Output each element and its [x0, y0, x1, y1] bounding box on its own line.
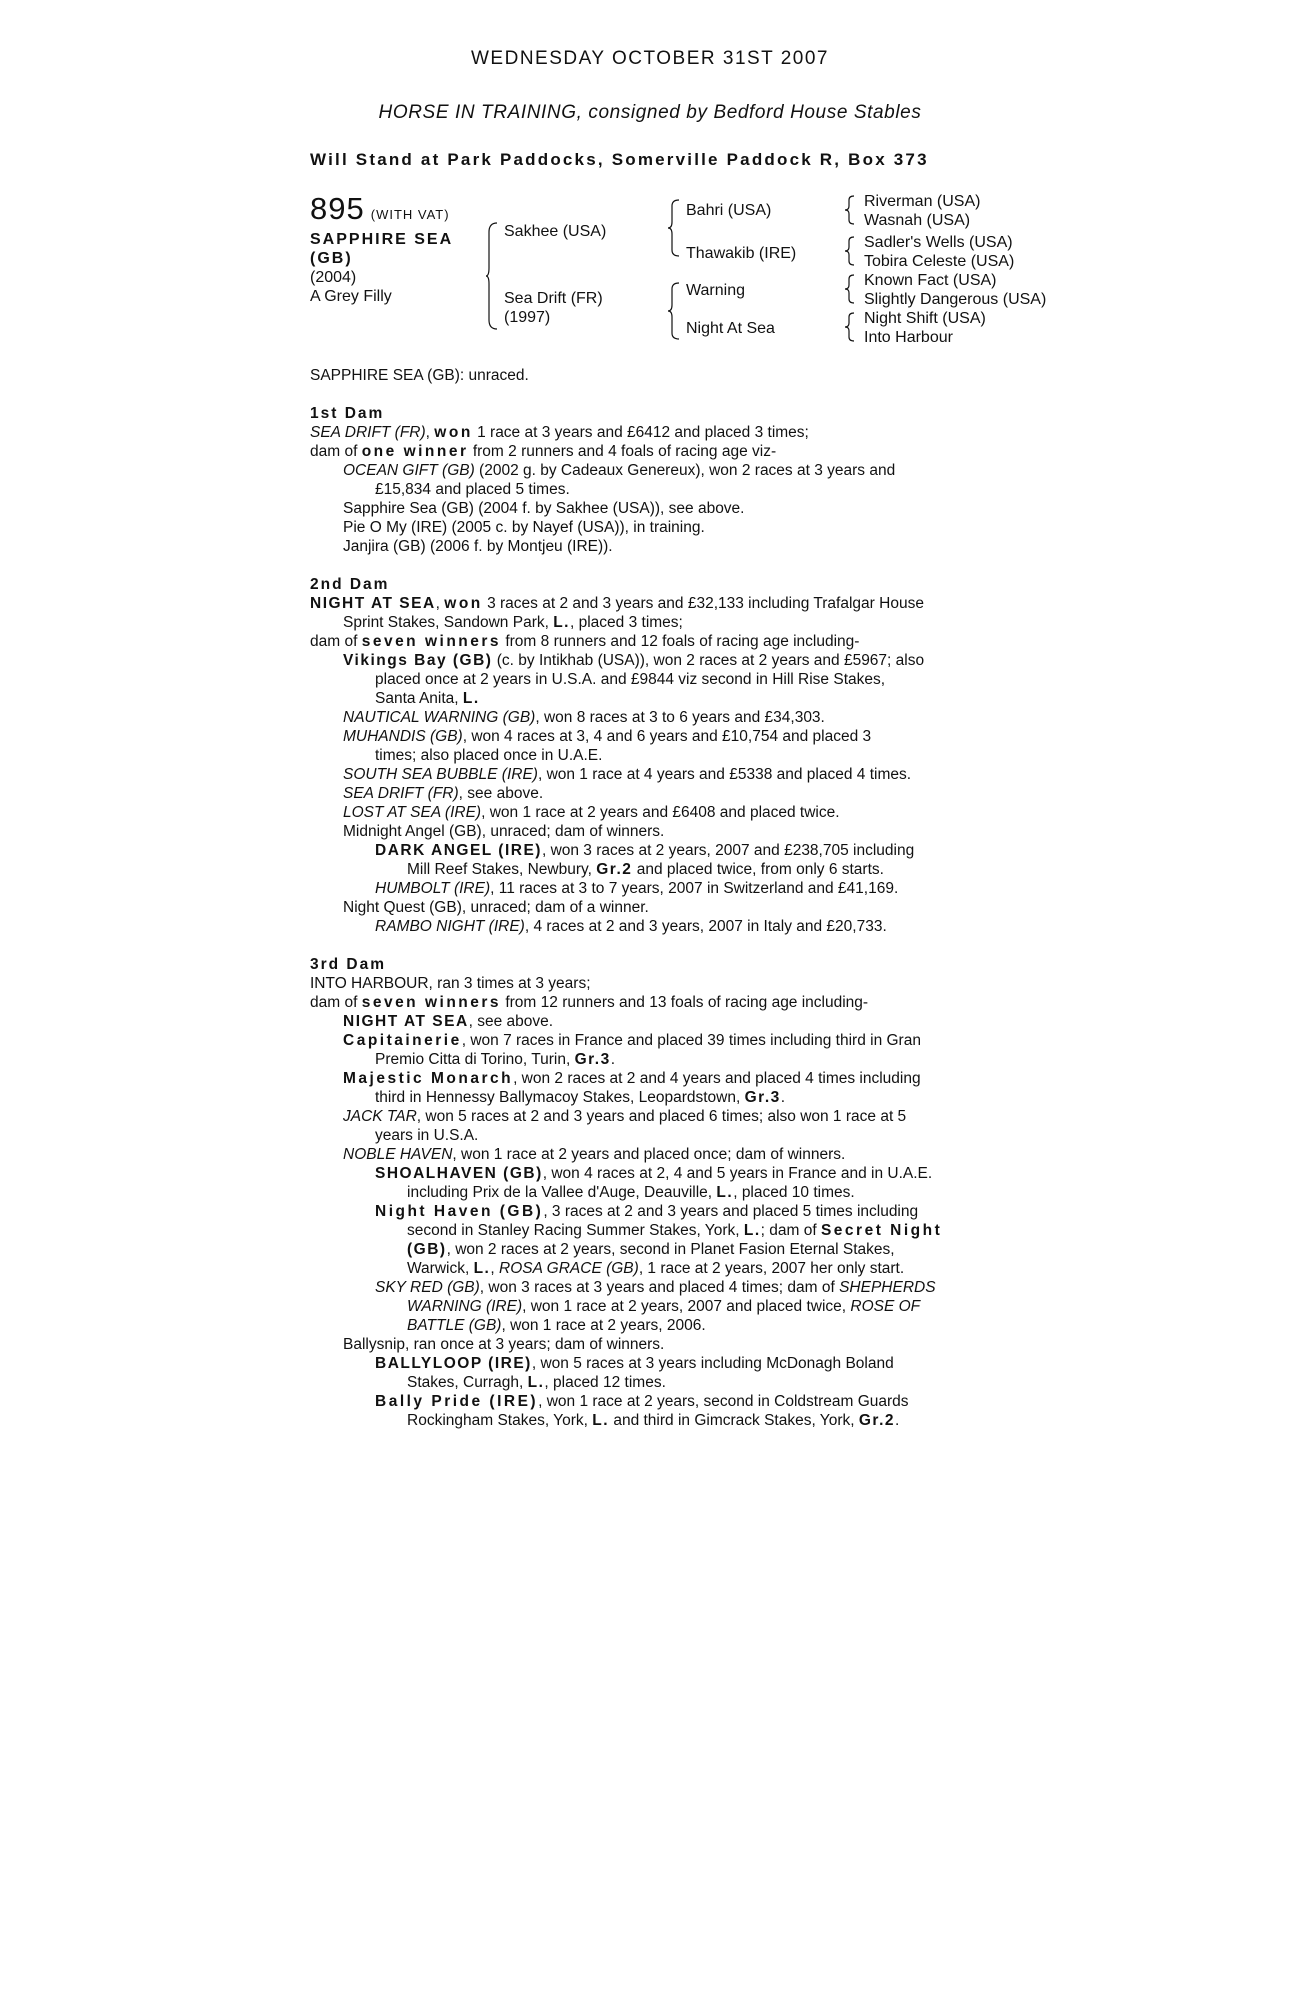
pedigree-g3-7: Night Shift (USA) — [864, 310, 986, 327]
text: Warwick, — [407, 1260, 474, 1277]
text: , won 1 race at 2 years, 2007 and placed twice, — [522, 1298, 851, 1315]
text: , see above. — [458, 785, 544, 802]
text: and placed twice, from only 6 starts. — [632, 861, 884, 878]
second-dam-produce-summary — [310, 632, 1010, 651]
text: second in Stanley Racing Summer Stakes, York, — [407, 1222, 744, 1239]
pedigree-brace-g4 — [845, 312, 855, 342]
grand-produce-line-cont — [310, 1183, 1010, 1202]
produce-name: RAMBO NIGHT (IRE) — [375, 918, 525, 935]
winners-count: seven winners — [361, 994, 502, 1011]
produce-origin: (GB) — [407, 1241, 447, 1258]
text: , won 8 races at 3 to 6 years and £34,303. — [535, 709, 825, 726]
grand-produce-line-cont — [310, 860, 1010, 879]
grand-produce-line — [310, 1202, 1010, 1221]
text: , won 2 races at 2 and 4 years and placed 4 times including — [513, 1070, 921, 1087]
text: Premio Citta di Torino, Turin, — [375, 1051, 575, 1068]
produce-line — [310, 784, 1010, 803]
produce-line — [310, 803, 1010, 822]
produce-line-cont — [310, 1050, 1010, 1069]
produce-line-cont: placed once at 2 years in U.S.A. and £9844 viz second in Hill Rise Stakes, — [375, 671, 886, 688]
pedigree-sire-sire: Bahri (USA) — [686, 202, 772, 219]
grand-produce-line-cont — [310, 1259, 1010, 1278]
text: dam of — [310, 633, 362, 650]
grand-produce-line — [310, 879, 1010, 898]
produce-name: Secret Night — [820, 1222, 943, 1239]
pedigree-g3-5: Known Fact (USA) — [864, 272, 997, 289]
text: , won 3 races at 2 years, 2007 and £238,705 including — [541, 842, 915, 859]
produce-name: NOBLE HAVEN — [343, 1146, 453, 1163]
won-label: won — [444, 595, 483, 612]
produce-name: Night Haven (GB) — [375, 1203, 544, 1220]
produce-name: Bally Pride (IRE) — [375, 1393, 539, 1410]
produce-name: NIGHT AT SEA — [343, 1013, 469, 1030]
text: Sprint Stakes, Sandown Park, — [343, 614, 554, 631]
produce-name: Capitainerie — [343, 1032, 462, 1049]
text: Santa Anita, — [375, 690, 463, 707]
pedigree-brace-main — [486, 222, 498, 330]
first-dam-record — [310, 423, 1010, 442]
pedigree-g3-8: Into Harbour — [864, 329, 953, 346]
text: , 3 races at 2 and 3 years and placed 5 times including — [543, 1203, 919, 1220]
text: , won 1 race at 2 years, 2006. — [501, 1317, 706, 1334]
race-grade: L. — [716, 1184, 734, 1201]
grand-produce-line-cont — [310, 1221, 1010, 1240]
produce-line: Janjira (GB) (2006 f. by Montjeu (IRE)). — [343, 538, 613, 555]
text: , placed 10 times. — [733, 1184, 855, 1201]
grand-produce-line — [310, 841, 1010, 860]
horse-name: SAPPHIRE SEA — [310, 231, 454, 248]
third-dam-produce-summary — [310, 993, 1010, 1012]
produce-line — [310, 765, 1010, 784]
dam-name: NIGHT AT SEA — [310, 595, 436, 612]
text: , won 1 race at 4 years and £5338 and placed 4 times. — [537, 766, 912, 783]
text: 1 race at 3 years and £6412 and placed 3 times; — [472, 424, 809, 441]
winners-count: one winner — [361, 443, 469, 460]
pedigree-brace-g2 — [845, 236, 855, 266]
grand-produce-line-cont — [310, 1373, 1010, 1392]
produce-name: DARK ANGEL (IRE) — [375, 842, 542, 859]
text: dam of — [310, 994, 362, 1011]
text: from 8 runners and 12 foals of racing age including- — [501, 633, 860, 650]
produce-line — [310, 1069, 1010, 1088]
grand-produce-line-cont — [310, 1240, 1010, 1259]
race-grade: Gr.3 — [574, 1051, 611, 1068]
lot-number-line — [310, 192, 470, 226]
text: including Prix de la Vallee d'Auge, Deauville, — [407, 1184, 717, 1201]
produce-name: LOST AT SEA (IRE) — [343, 804, 482, 821]
produce-name: OCEAN GIFT (GB) — [343, 462, 475, 479]
lot-block — [310, 192, 470, 306]
produce-line-cont — [310, 689, 1010, 708]
grand-produce-line-cont — [310, 1411, 1010, 1430]
dam-name: SEA DRIFT (FR) — [310, 424, 426, 441]
produce-line: Ballysnip, ran once at 3 years; dam of winners. — [343, 1336, 665, 1353]
produce-name: SEA DRIFT (FR) — [343, 785, 459, 802]
text: , 4 races at 2 and 3 years, 2007 in Italy and £20,733. — [524, 918, 887, 935]
race-grade: L. — [553, 614, 570, 631]
vat-note: (WITH VAT) — [370, 207, 450, 222]
lot-number: 895 — [310, 191, 365, 226]
horse-name-origin: (GB) — [310, 250, 353, 267]
race-grade: Gr.2 — [858, 1412, 896, 1429]
text: (2002 g. by Cadeaux Genereux), won 2 races at 3 years and — [474, 462, 896, 479]
pedigree-dam-year: (1997) — [504, 309, 551, 326]
first-dam-produce-summary — [310, 442, 1010, 461]
text: 3 races at 2 and 3 years and £32,133 including Trafalgar House — [482, 595, 924, 612]
text: , 11 races at 3 to 7 years, 2007 in Switzerland and £41,169. — [490, 880, 899, 897]
produce-line — [310, 1145, 1010, 1164]
text: , won 5 races at 3 years including McDonagh Boland — [531, 1355, 894, 1372]
produce-line: Sapphire Sea (GB) (2004 f. by Sakhee (USA)), see above. — [343, 500, 745, 517]
second-dam-record — [310, 594, 1010, 613]
horse-description: A Grey Filly — [310, 288, 392, 305]
race-grade: L. — [473, 1260, 491, 1277]
catalogue-body — [310, 366, 1010, 1430]
produce-name: SOUTH SEA BUBBLE (IRE) — [343, 766, 538, 783]
produce-line — [310, 708, 1010, 727]
race-grade: Gr.3 — [744, 1089, 781, 1106]
pedigree-dam-sire: Warning — [686, 282, 745, 299]
produce-name: JACK TAR — [343, 1108, 417, 1125]
produce-line — [310, 1107, 1010, 1126]
text: . — [610, 1051, 616, 1068]
text: , won 5 races at 2 and 3 years and placed 6 times; also won 1 race at 5 — [416, 1108, 907, 1125]
pedigree-g3-1: Riverman (USA) — [864, 193, 981, 210]
produce-name: NAUTICAL WARNING (GB) — [343, 709, 536, 726]
produce-name: SHEPHERDS — [839, 1279, 936, 1296]
text: , won 7 races in France and placed 39 times including third in Gran — [461, 1032, 921, 1049]
text: , won 1 race at 2 years, second in Coldstream Guards — [538, 1393, 909, 1410]
race-summary: SAPPHIRE SEA (GB): unraced. — [310, 367, 529, 384]
produce-line — [310, 727, 1010, 746]
produce-name: Vikings Bay (GB) — [343, 652, 493, 669]
race-grade: L. — [592, 1412, 610, 1429]
produce-name: SKY RED (GB) — [375, 1279, 480, 1296]
grand-produce-line-cont — [310, 1297, 1010, 1316]
text: Mill Reef Stakes, Newbury, — [407, 861, 597, 878]
produce-name: HUMBOLT (IRE) — [375, 880, 491, 897]
produce-name: MUHANDIS (GB) — [343, 728, 463, 745]
produce-line — [310, 461, 1010, 480]
pedigree-g3-3: Sadler's Wells (USA) — [864, 234, 1013, 251]
text: third in Hennessy Ballymacoy Stakes, Leopardstown, — [375, 1089, 745, 1106]
produce-name: Majestic Monarch — [343, 1070, 514, 1087]
text: Stakes, Curragh, — [407, 1374, 528, 1391]
grand-produce-line — [310, 917, 1010, 936]
grand-produce-line — [310, 1354, 1010, 1373]
produce-line — [310, 651, 1010, 670]
consignment-subtitle: HORSE IN TRAINING, consigned by Bedford House Stables — [378, 102, 922, 123]
pedigree-sire: Sakhee (USA) — [504, 223, 607, 240]
text: . — [895, 1412, 900, 1429]
text: , won 4 races at 2, 4 and 5 years in France and in U.A.E. — [542, 1165, 933, 1182]
text: , 1 race at 2 years, 2007 her only start. — [638, 1260, 905, 1277]
grand-produce-line — [310, 1278, 1010, 1297]
produce-line — [310, 1031, 1010, 1050]
produce-line-cont: years in U.S.A. — [375, 1127, 479, 1144]
produce-line: Night Quest (GB), unraced; dam of a winner. — [343, 899, 649, 916]
pedigree-brace-g3 — [845, 274, 855, 304]
text: , — [490, 1260, 499, 1277]
grand-produce-line-cont — [310, 1316, 1010, 1335]
text: , — [435, 595, 445, 612]
stand-location: Will Stand at Park Paddocks, Somerville Paddock R, Box 373 — [310, 150, 929, 169]
pedigree-brace-dam — [668, 282, 680, 340]
text: from 12 runners and 13 foals of racing age including- — [501, 994, 869, 1011]
produce-line-cont — [310, 1088, 1010, 1107]
pedigree-g3-6: Slightly Dangerous (USA) — [864, 291, 1047, 308]
race-grade: L. — [527, 1374, 545, 1391]
sale-date: WEDNESDAY OCTOBER 31ST 2007 — [471, 48, 829, 69]
produce-name: ROSA GRACE (GB) — [499, 1260, 639, 1277]
first-dam-heading: 1st Dam — [310, 405, 385, 422]
winners-count: seven winners — [361, 633, 502, 650]
text: , placed 12 times. — [544, 1374, 666, 1391]
text: ; dam of — [760, 1222, 821, 1239]
text: . — [780, 1089, 786, 1106]
foaling-year: (2004) — [310, 269, 357, 286]
text: , won 1 race at 2 years and £6408 and placed twice. — [481, 804, 840, 821]
third-dam-heading: 3rd Dam — [310, 956, 387, 973]
pedigree-brace-g1 — [845, 195, 855, 225]
text: , placed 3 times; — [570, 614, 683, 631]
text: (c. by Intikhab (USA)), won 2 races at 2 years and £5967; also — [492, 652, 925, 669]
third-dam-record: INTO HARBOUR, ran 3 times at 3 years; — [310, 975, 591, 992]
text: , won 2 races at 2 years, second in Planet Fasion Eternal Stakes, — [446, 1241, 895, 1258]
grand-produce-line — [310, 1164, 1010, 1183]
race-grade: Gr.2 — [596, 861, 633, 878]
pedigree-sire-dam: Thawakib (IRE) — [686, 245, 797, 262]
text: , see above. — [468, 1013, 554, 1030]
grand-produce-line — [310, 1392, 1010, 1411]
text: from 2 runners and 4 foals of racing age viz- — [468, 443, 777, 460]
pedigree-brace-sire — [668, 199, 680, 257]
second-dam-heading: 2nd Dam — [310, 576, 390, 593]
spacer — [310, 936, 1010, 955]
produce-name: WARNING (IRE) — [407, 1298, 523, 1315]
produce-line: Midnight Angel (GB), unraced; dam of winners. — [343, 823, 665, 840]
pedigree-dam-dam: Night At Sea — [686, 320, 775, 337]
text: Rockingham Stakes, York, — [407, 1412, 593, 1429]
produce-name: SHOALHAVEN (GB) — [375, 1165, 543, 1182]
text: , won 3 races at 3 years and placed 4 times; dam of — [479, 1279, 840, 1296]
produce-line: Pie O My (IRE) (2005 c. by Nayef (USA)), in training. — [343, 519, 705, 536]
won-label: won — [434, 424, 473, 441]
produce-name: BALLYLOOP (IRE) — [375, 1355, 532, 1372]
text: , won 4 races at 3, 4 and 6 years and £10,754 and placed 3 — [462, 728, 872, 745]
pedigree-g3-2: Wasnah (USA) — [864, 212, 971, 229]
pedigree-g3-4: Tobira Celeste (USA) — [864, 253, 1015, 270]
text: dam of — [310, 443, 362, 460]
produce-line-cont: times; also placed once in U.A.E. — [375, 747, 603, 764]
text: , won 1 race at 2 years and placed once; dam of winners. — [452, 1146, 846, 1163]
produce-name: ROSE OF — [850, 1298, 921, 1315]
text: and third in Gimcrack Stakes, York, — [609, 1412, 859, 1429]
spacer — [310, 556, 1010, 575]
produce-line — [310, 1012, 1010, 1031]
produce-name: BATTLE (GB) — [407, 1317, 502, 1334]
spacer — [310, 385, 1010, 404]
race-grade: L. — [743, 1222, 761, 1239]
race-grade: L. — [462, 690, 480, 707]
text: , — [425, 424, 435, 441]
record-cont — [310, 613, 1010, 632]
pedigree-dam: Sea Drift (FR) — [504, 290, 603, 307]
produce-line-cont: £15,834 and placed 5 times. — [375, 481, 570, 498]
